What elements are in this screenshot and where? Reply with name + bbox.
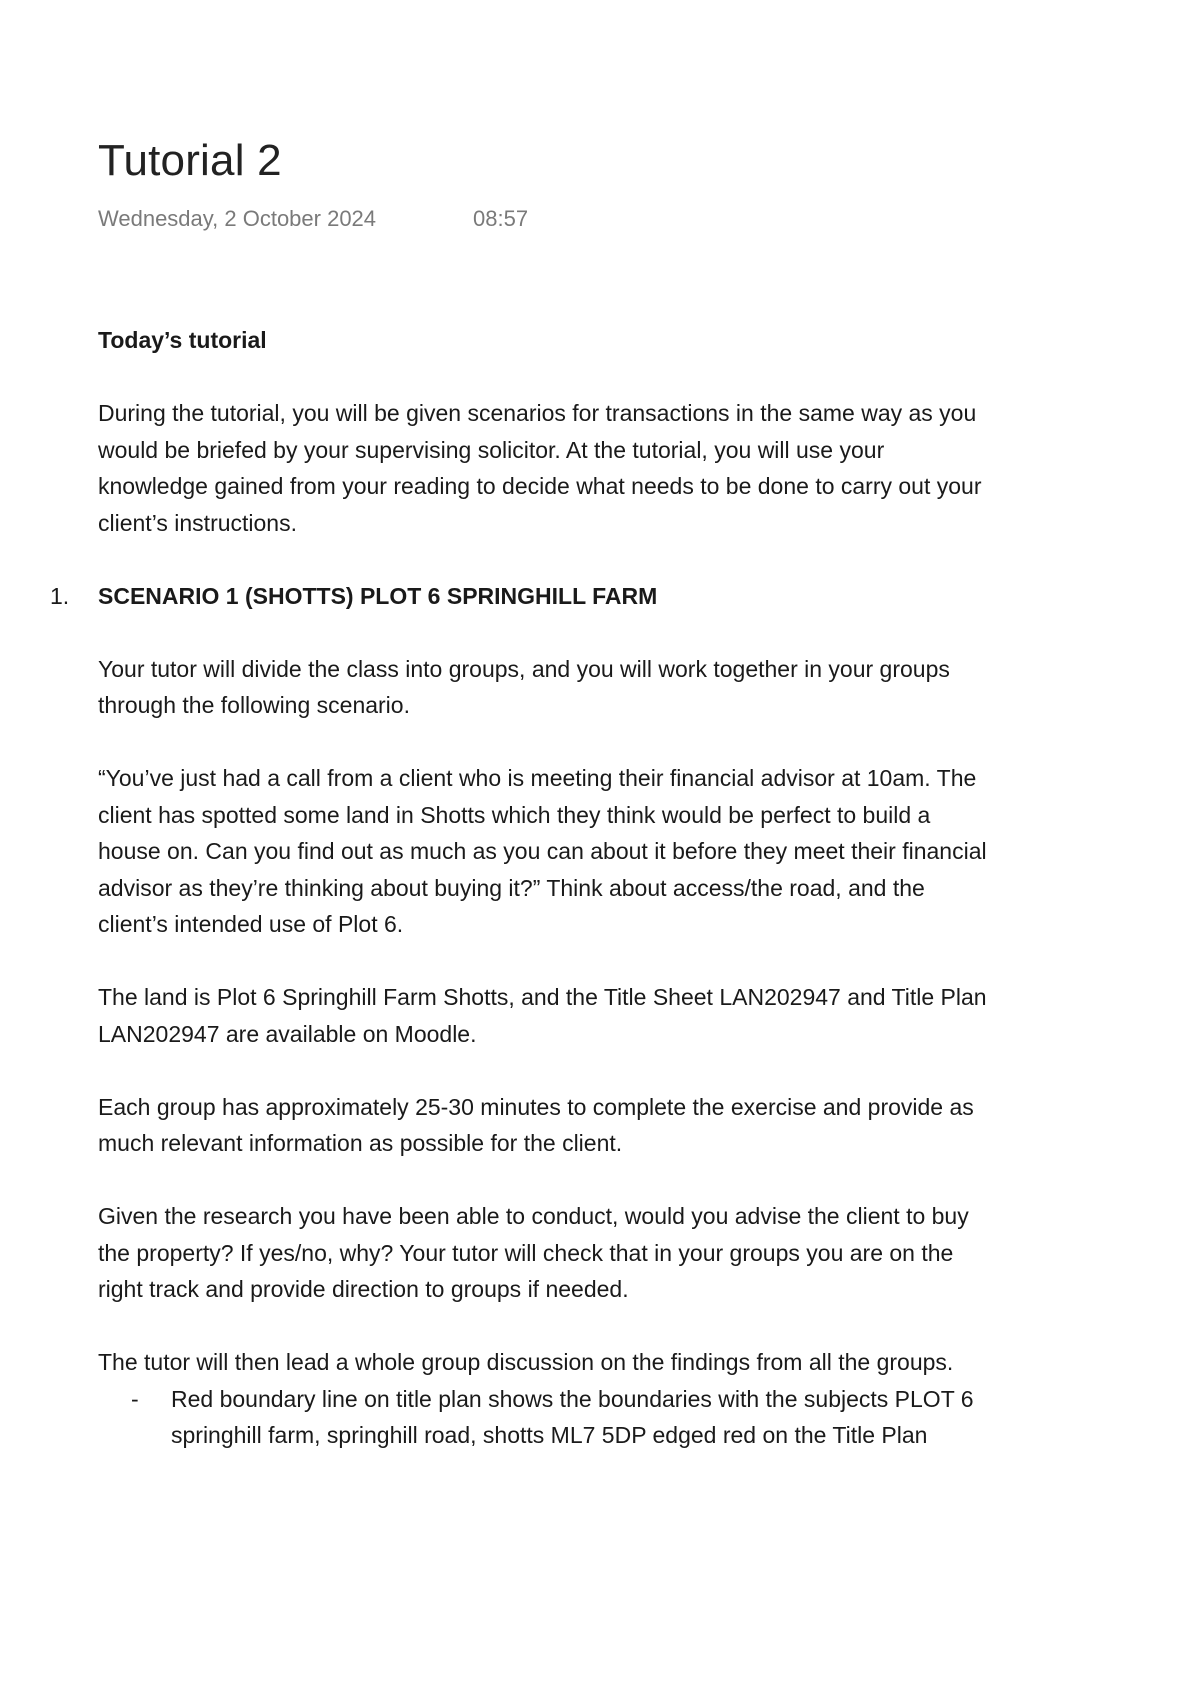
page-title: Tutorial 2 [98, 136, 282, 185]
bullet-text: Red boundary line on title plan shows the boundaries with the subjects PLOT 6 springhill farm, springhill road, shotts ML7 5DP edged red on the Title Plan [171, 1385, 974, 1448]
scenario-paragraph-client-call: “You’ve just had a call from a client who is meeting their financial advisor at 10am. The client has spotted some land in Shotts which they think would be perfect to build a house on. Can you find out as much as you can about it before they meet their financial advisor as they’re thinking about buying it?” Think about access/the road, and the client’s intended use of Plot 6. [98, 765, 987, 937]
page-meta [98, 206, 529, 232]
scenario-paragraph-groups: Your tutor will divide the class into groups, and you will work together in your groups through the following scenario. [98, 655, 950, 718]
page-content [50, 322, 998, 1454]
page-time: 08:57 [473, 206, 529, 231]
page-date: Wednesday, 2 October 2024 [98, 206, 377, 231]
section-heading: Today’s tutorial [98, 327, 267, 353]
scenario-paragraph-advice: Given the research you have been able to conduct, would you advise the client to buy the property? If yes/no, why? Your tutor will check that in your groups you are on the right track and provide direction to groups if needed. [98, 1203, 969, 1302]
scenario-paragraph-time-limit: Each group has approximately 25-30 minutes to complete the exercise and provide as much relevant information as possible for the client. [98, 1093, 974, 1156]
scenario-number: 1. [50, 582, 70, 609]
bullet-marker: - [131, 1385, 139, 1412]
scenario-paragraph-discussion: The tutor will then lead a whole group discussion on the findings from all the groups. [98, 1349, 954, 1375]
intro-paragraph: During the tutorial, you will be given scenarios for transactions in the same way as you would be briefed by your supervising solicitor. At the tutorial, you will use your knowledge gained from your reading to decide what needs to be done to carry out your client’s instructions. [98, 400, 982, 536]
bullet-item [98, 1381, 998, 1454]
scenario-heading-text: SCENARIO 1 (SHOTTS) PLOT 6 SPRINGHILL FARM [98, 582, 658, 609]
scenario-paragraph-land-details: The land is Plot 6 Springhill Farm Shotts, and the Title Sheet LAN202947 and Title Plan LAN202947 are available on Moodle. [98, 984, 987, 1047]
scenario-heading [50, 578, 998, 615]
